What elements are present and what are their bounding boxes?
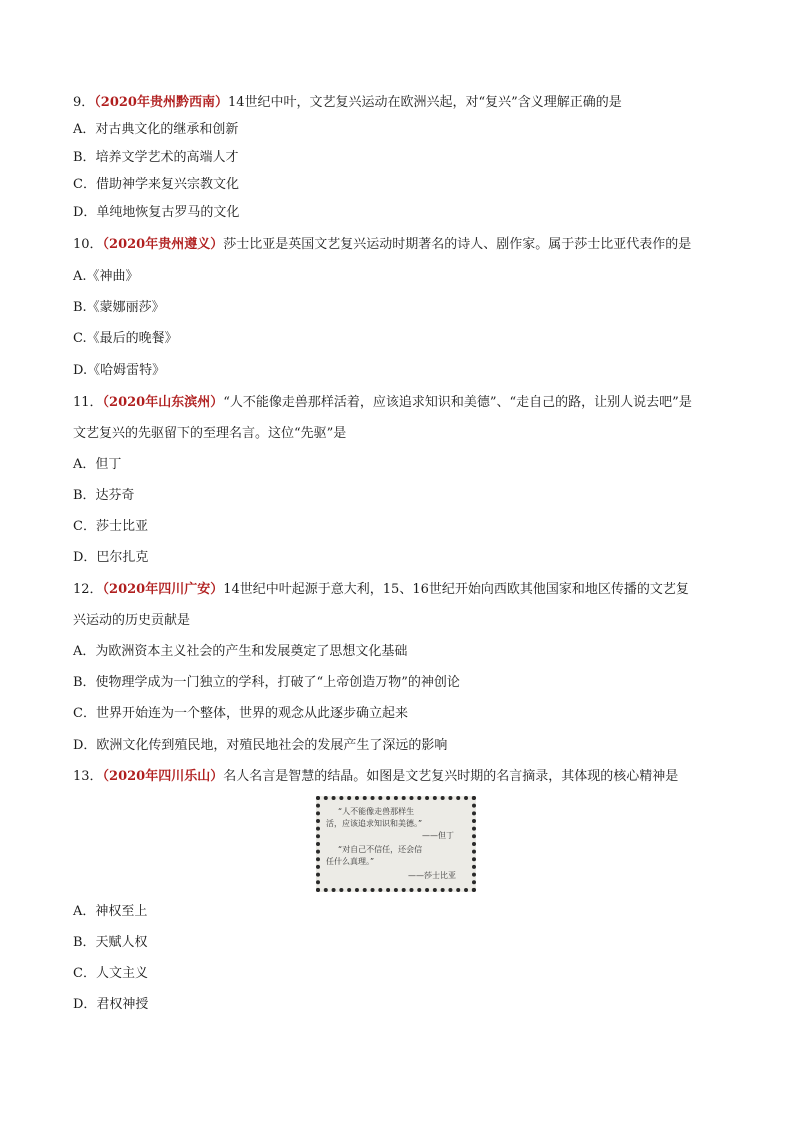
question-13-option-b: B．天赋人权 (73, 935, 148, 950)
quote-image (316, 796, 476, 892)
question-12-stem-continued: 兴运动的历史贡献是 (73, 613, 191, 628)
question-11-stem-continued: 文艺复兴的先驱留下的至理名言。这位“先驱”是 (73, 426, 347, 441)
question-source: （2020年贵州遵义） (102, 237, 224, 252)
question-12-stem (73, 581, 689, 599)
question-9-option-d: D．单纯地恢复古罗马的文化 (73, 205, 240, 220)
quote-line: 任什么真理。” (326, 857, 375, 866)
question-12-option-d: D．欧洲文化传到殖民地，对殖民地社会的发展产生了深远的影响 (73, 738, 448, 753)
question-11-stem (73, 394, 692, 412)
question-text: 14世纪中叶起源于意大利，15、16世纪开始向西欧其他国家和地区传播的文艺复 (223, 582, 689, 597)
question-12-option-a: A．为欧洲资本主义社会的产生和发展奠定了思想文化基础 (73, 644, 408, 659)
question-9-option-c: C．借助神学来复兴宗教文化 (73, 177, 239, 192)
question-13-stem (73, 768, 678, 786)
quote-line: 活，应该追求知识和美德。” (326, 819, 423, 828)
question-number: 12． (73, 582, 103, 597)
question-12-option-c: C．世界开始连为一个整体，世界的观念从此逐步确立起来 (73, 706, 408, 721)
question-10-stem (73, 236, 691, 254)
quote-attribution: ——但丁 (422, 831, 454, 840)
quote-attribution: ——莎士比亚 (408, 871, 456, 880)
question-13-option-d: D．君权神授 (73, 997, 149, 1012)
quote-line: “人不能像走兽那样生 (338, 807, 415, 816)
question-source: （2020年四川乐山） (102, 769, 224, 784)
question-10-option-a: A.《神曲》 (73, 269, 139, 284)
question-number: 10． (73, 237, 103, 252)
question-text: 莎士比亚是英国文艺复兴运动时期著名的诗人、剧作家。属于莎士比亚代表作的是 (223, 237, 692, 252)
question-source: （2020年山东滨州） (102, 395, 224, 410)
question-number: 13． (73, 769, 103, 784)
question-text: “人不能像走兽那样活着，应该追求知识和美德”、“走自己的路，让别人说去吧”是 (223, 395, 692, 410)
question-10-option-b: B.《蒙娜丽莎》 (73, 300, 165, 315)
question-9-stem (73, 94, 622, 112)
question-number: 9． (73, 95, 95, 110)
quote-line: “对自己不信任，还会信 (338, 845, 423, 854)
question-9-option-a: A．对古典文化的继承和创新 (73, 122, 239, 137)
question-10-option-c: C.《最后的晚餐》 (73, 331, 178, 346)
question-number: 11． (73, 395, 103, 410)
question-11-option-c: C．莎士比亚 (73, 519, 148, 534)
question-source: （2020年四川广安） (102, 582, 224, 597)
question-text: 14世纪中叶，文艺复兴运动在欧洲兴起，对“复兴”含义理解正确的是 (227, 95, 622, 110)
question-text: 名人名言是智慧的结晶。如图是文艺复兴时期的名言摘录，其体现的核心精神是 (223, 769, 679, 784)
question-source: （2020年贵州黔西南） (94, 95, 228, 110)
question-11-option-a: A．但丁 (73, 457, 122, 472)
question-11-option-b: B．达芬奇 (73, 488, 135, 503)
question-11-option-d: D．巴尔扎克 (73, 550, 149, 565)
question-12-option-b: B．使物理学成为一门独立的学科，打破了“上帝创造万物”的神创论 (73, 675, 460, 690)
question-10-option-d: D.《哈姆雷特》 (73, 363, 166, 378)
question-13-option-a: A．神权至上 (73, 904, 148, 919)
question-13-option-c: C．人文主义 (73, 966, 148, 981)
question-9-option-b: B．培养文学艺术的高端人才 (73, 150, 239, 165)
